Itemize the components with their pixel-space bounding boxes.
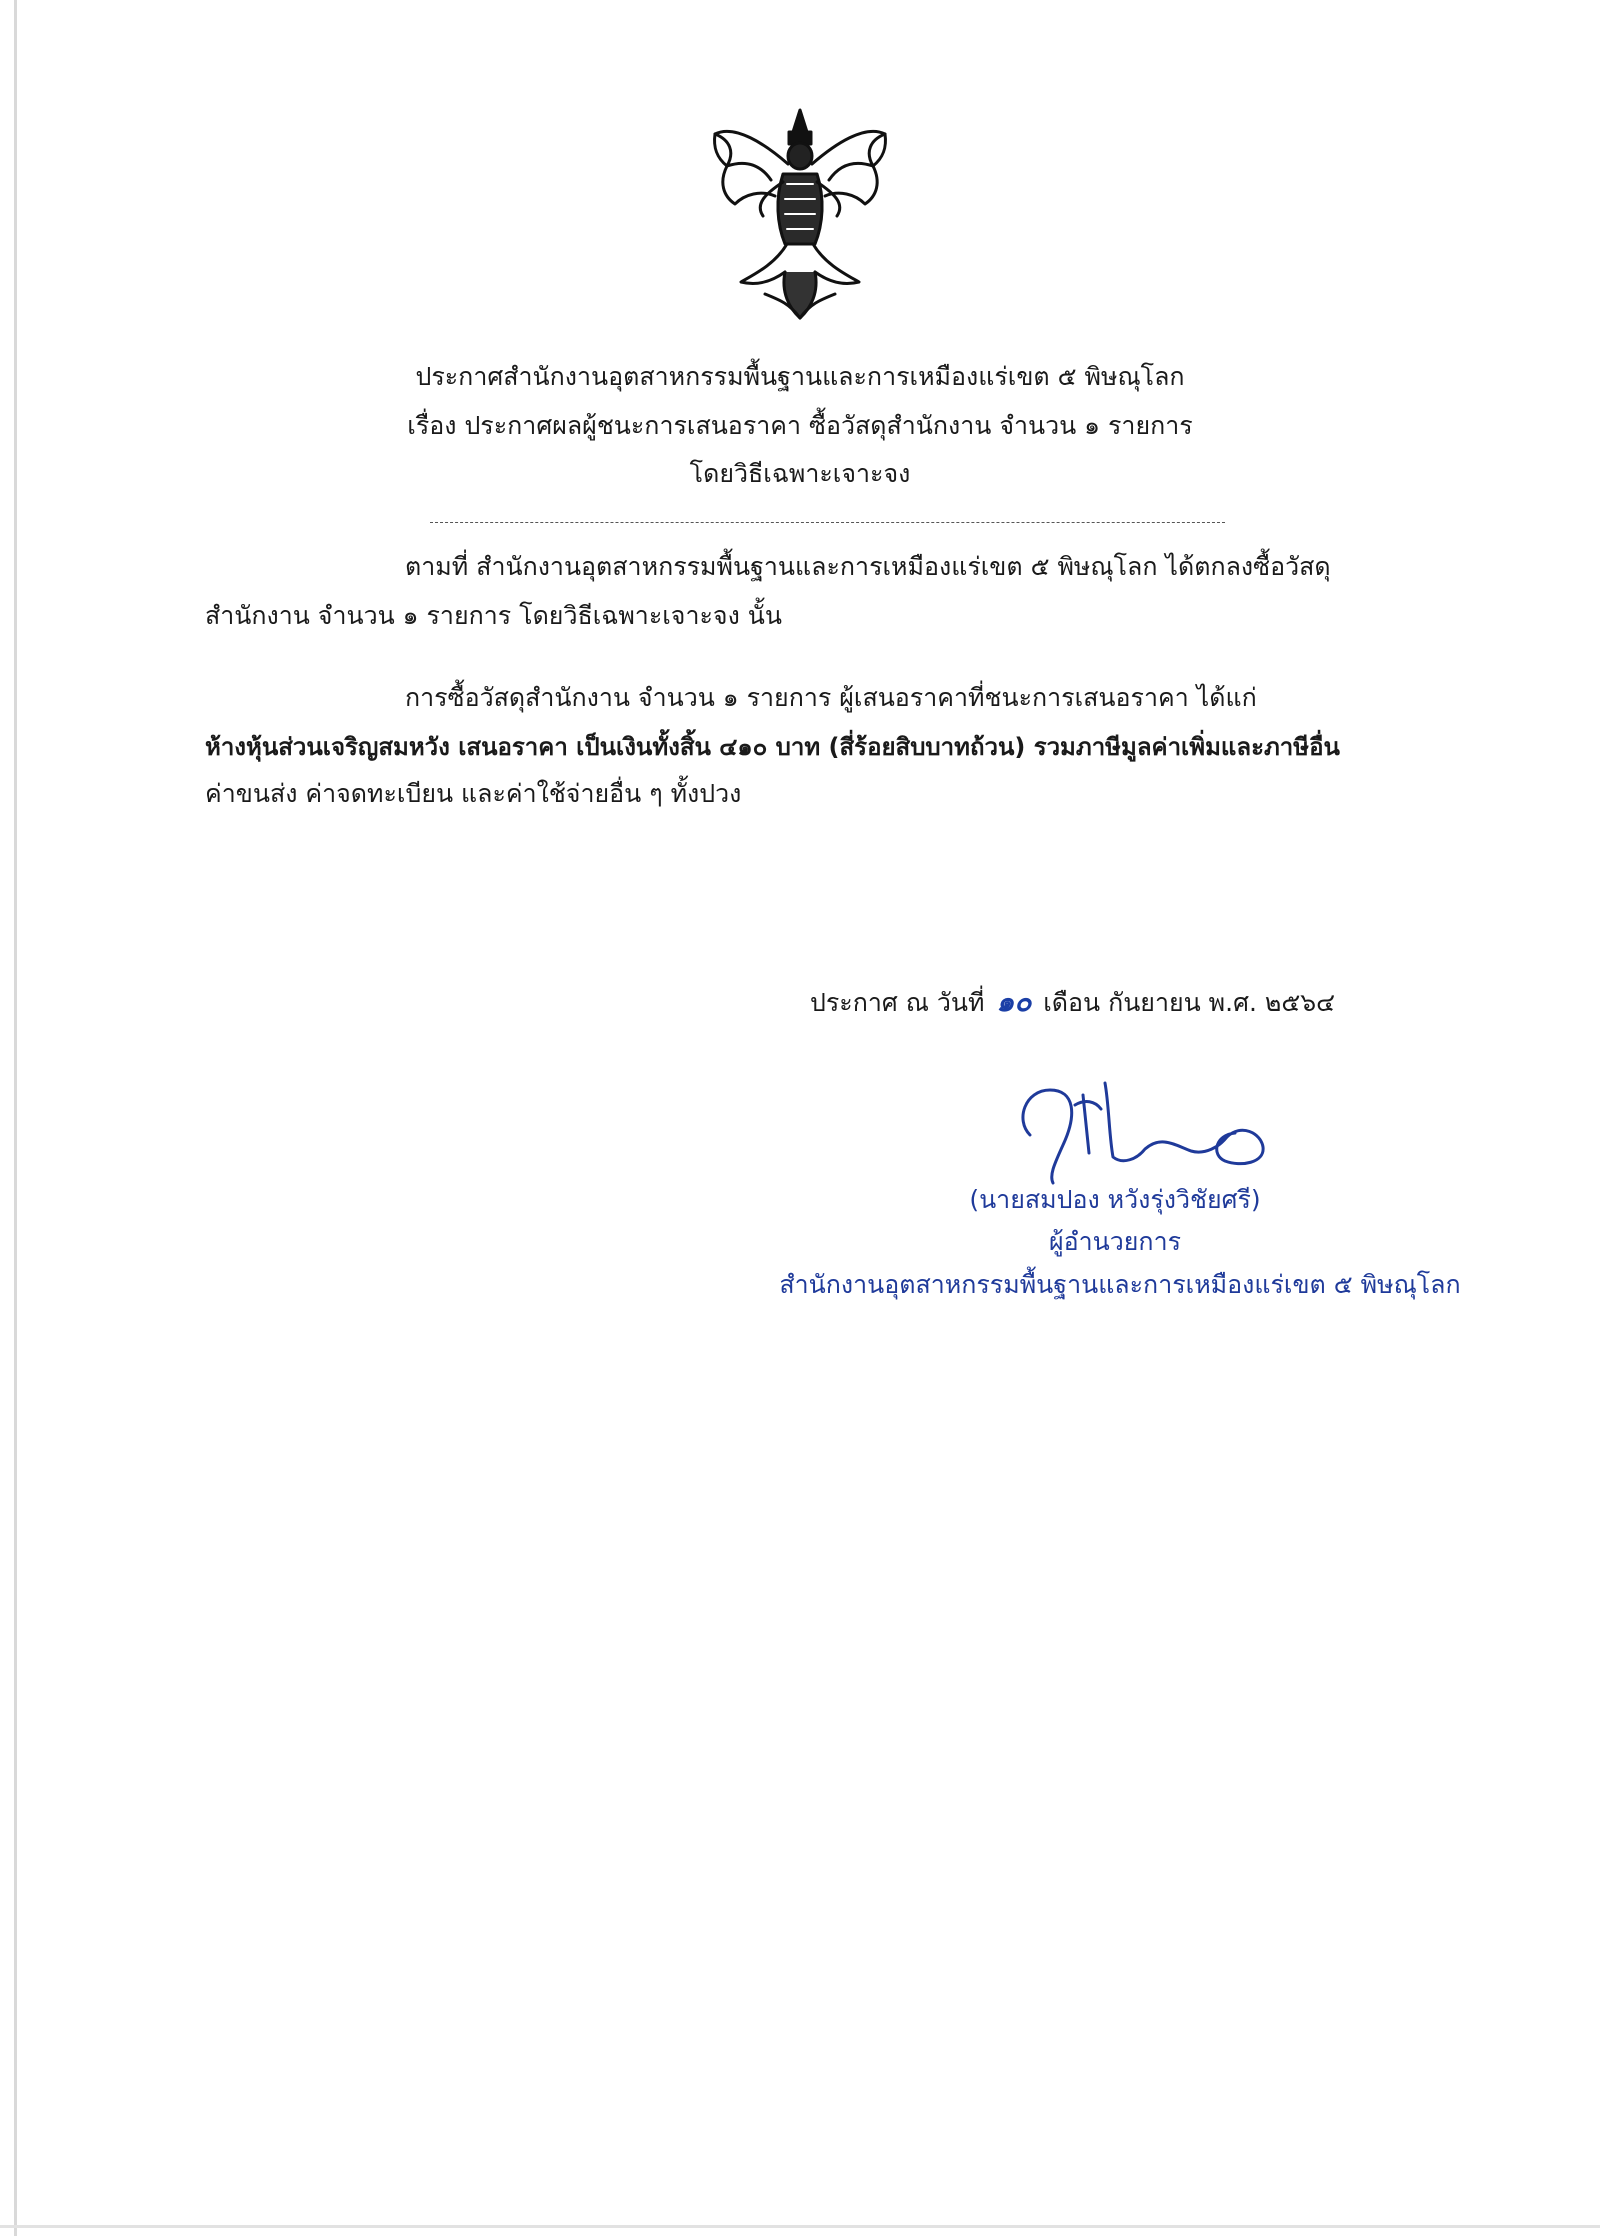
paragraph-2-line-1: การซื้อวัสดุสำนักงาน จำนวน ๑ รายการ ผู้เสนอราคาที่ชนะการเสนอราคา ได้แก่ <box>405 683 1257 712</box>
announcement-subject: เรื่อง ประกาศผลผู้ชนะการเสนอราคา ซื้อวัสดุสำนักงาน จำนวน ๑ รายการ <box>407 411 1193 440</box>
scan-edge <box>14 0 17 2236</box>
signatory-position: ผู้อำนวยการ <box>1048 1227 1182 1256</box>
paragraph-2-line-2: ห้างหุ้นส่วนเจริญสมหวัง เสนอราคา เป็นเงินทั้งสิ้น ๔๑๐ บาท (สี่ร้อยสิบบาทถ้วน) รวมภาษีมูลค่าเพิ่มและภาษีอื่น <box>205 733 1340 761</box>
date-prefix: ประกาศ ณ วันที่ <box>810 988 985 1017</box>
announcement-date <box>810 985 1335 1020</box>
announcement-title: ประกาศสำนักงานอุตสาหกรรมพื้นฐานและการเหมืองแร่เขต ๕ พิษณุโลก <box>415 362 1185 391</box>
handwritten-signature <box>1005 1075 1275 1195</box>
signatory-name: (นายสมปอง หวังรุ่งวิชัยศรี) <box>969 1185 1261 1214</box>
paragraph-1-line-1: ตามที่ สำนักงานอุตสาหกรรมพื้นฐานและการเหมืองแร่เขต ๕ พิษณุโลก ได้ตกลงซื้อวัสดุ <box>405 552 1331 581</box>
garuda-emblem-icon <box>705 104 895 324</box>
header-divider <box>430 522 1225 523</box>
scan-edge-bottom <box>0 2225 1600 2228</box>
signatory-office: สำนักงานอุตสาหกรรมพื้นฐานและการเหมืองแร่เขต ๕ พิษณุโลก <box>779 1270 1461 1299</box>
date-day-handwritten: ๑๐ <box>996 985 1032 1018</box>
paragraph-2-line-3: ค่าขนส่ง ค่าจดทะเบียน และค่าใช้จ่ายอื่น ๆ ทั้งปวง <box>205 779 742 808</box>
announcement-method: โดยวิธีเฉพาะเจาะจง <box>689 459 911 488</box>
paragraph-1-line-2: สำนักงาน จำนวน ๑ รายการ โดยวิธีเฉพาะเจาะจง นั้น <box>205 601 782 630</box>
date-suffix: เดือน กันยายน พ.ศ. ๒๕๖๔ <box>1043 988 1336 1017</box>
